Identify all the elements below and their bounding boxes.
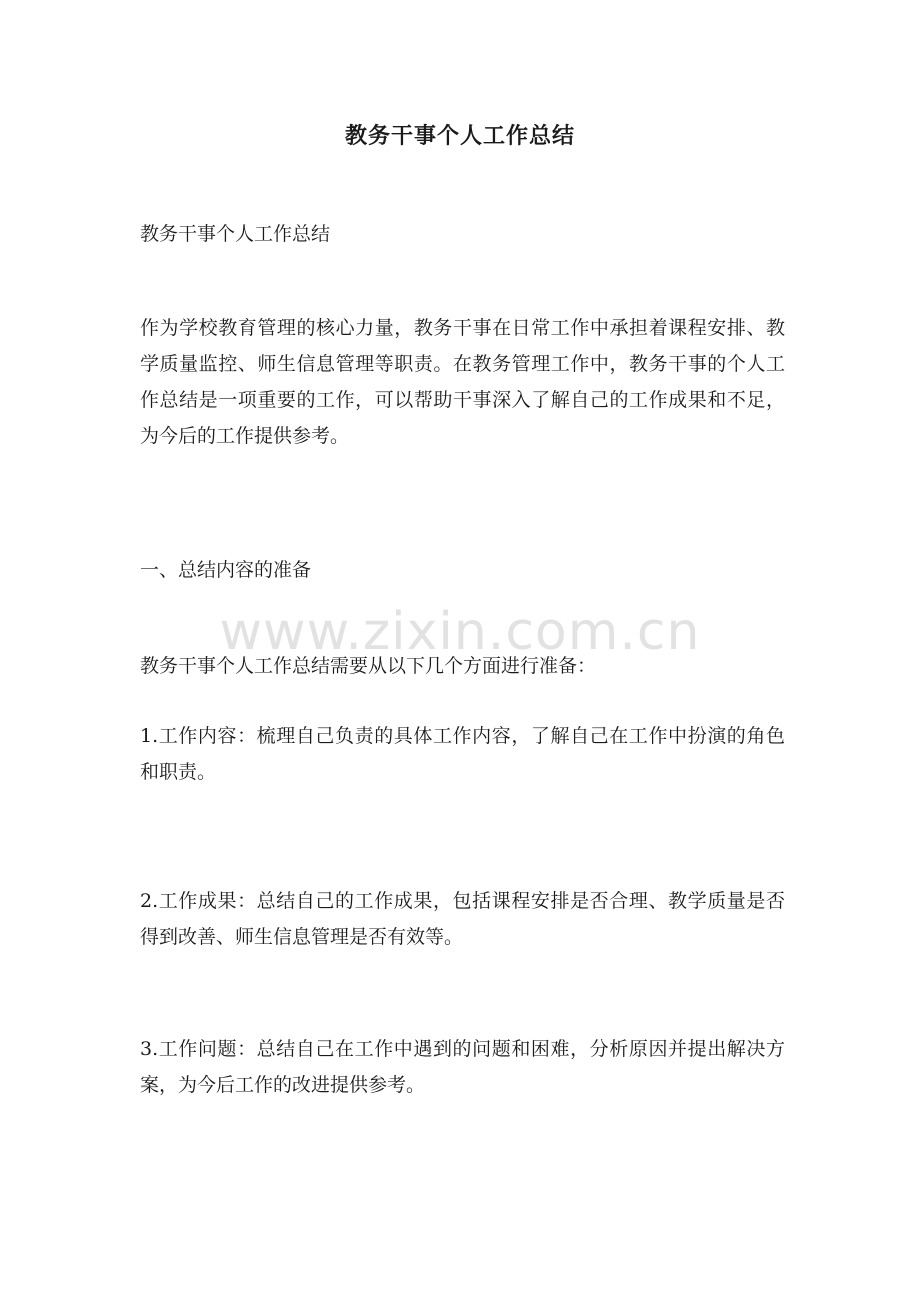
- document-subtitle: 教务干事个人工作总结: [140, 223, 331, 245]
- prep-intro-paragraph: 教务干事个人工作总结需要从以下几个方面进行准备：: [140, 655, 597, 677]
- list-item: 2.工作成果：总结自己的工作成果，包括课程安排是否合理、教学质量是否得到改善、师生信息管理是否有效等。: [140, 890, 785, 948]
- list-item: 3.工作问题：总结自己在工作中遇到的问题和困难，分析原因并提出解决方案，为今后工作的改进提供参考。: [140, 1038, 785, 1096]
- intro-paragraph: 作为学校教育管理的核心力量，教务干事在日常工作中承担着课程安排、教学质量监控、师生信息管理等职责。在教务管理工作中，教务干事的个人工作总结是一项重要的工作，可以帮助干事深入了解自己的工作成果和不足，为今后的工作提供参考。: [140, 317, 785, 447]
- section-heading: 一、总结内容的准备: [140, 559, 312, 581]
- watermark: www.zixin.com.cn: [219, 602, 701, 662]
- document-title: 教务干事个人工作总结: [344, 123, 575, 149]
- list-item: 1.工作内容：梳理自己负责的具体工作内容，了解自己在工作中扮演的角色和职责。: [140, 725, 785, 783]
